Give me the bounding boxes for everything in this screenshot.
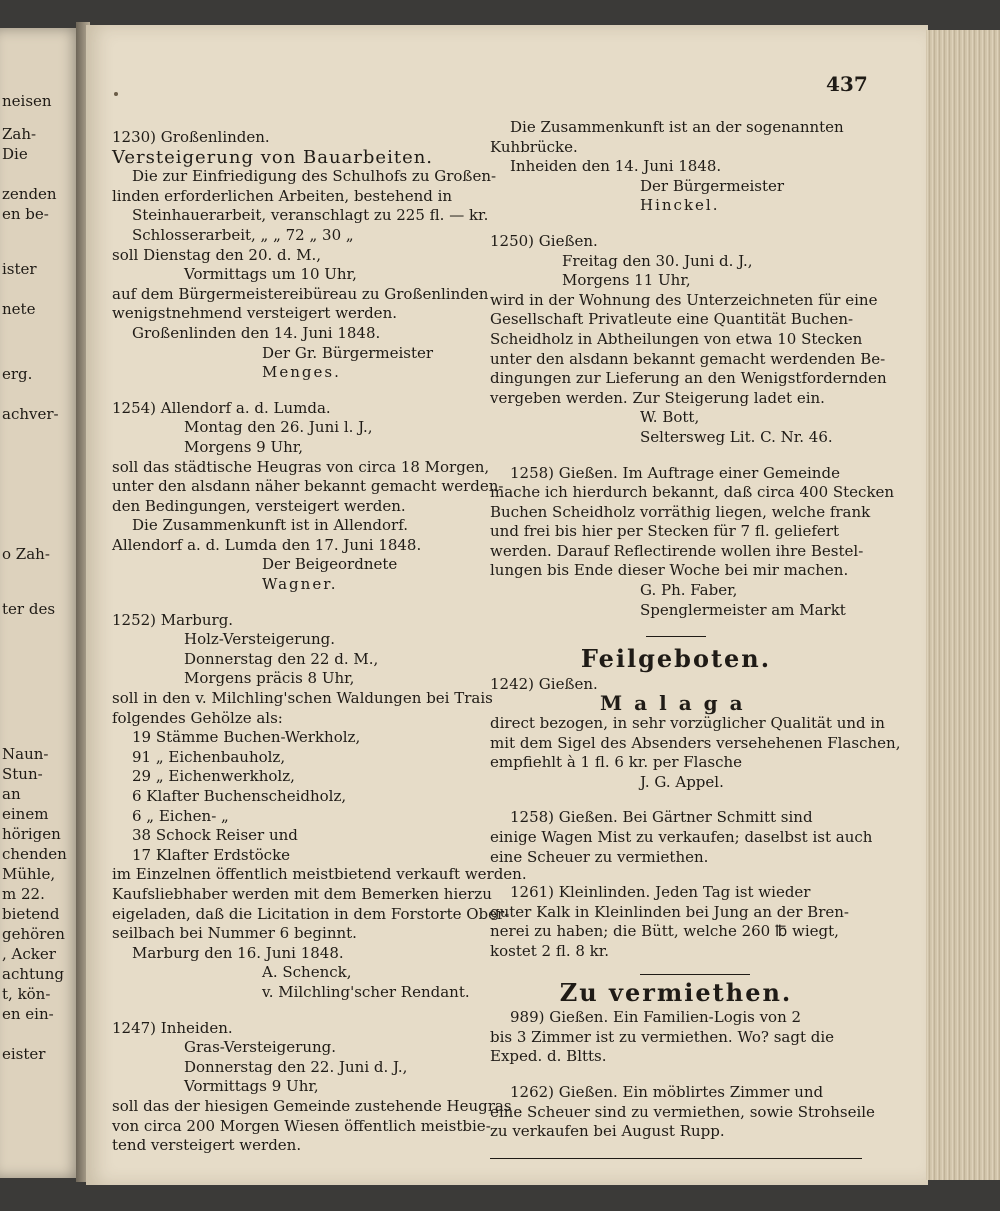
left-page-fragment: , Acker: [2, 945, 56, 963]
left-page-fragment: zenden: [2, 185, 57, 203]
ad-1247: [112, 1018, 512, 1156]
ad-1230-line: Der Gr. Bürgermeister: [262, 343, 434, 362]
left-page-fragment: Naun-: [2, 745, 49, 763]
ad-1254-line: Morgens 9 Uhr,: [184, 437, 304, 456]
ad-1230-line: Schlosserarbeit, „ „ 72 „ 30 „: [132, 225, 354, 244]
left-column: [112, 128, 527, 1172]
ad-1261: [490, 883, 862, 961]
left-page-fragment: chenden: [2, 845, 67, 863]
ad-1230-line: Steinhauerarbeit, veranschlagt zu 225 fl. — kr.: [132, 206, 489, 225]
left-page-fragment: an: [2, 785, 21, 803]
ad-989-line: 989) Gießen. Ein Familien-Logis von 2: [510, 1008, 802, 1027]
left-page-fragment: achver-: [2, 405, 59, 423]
ad-1254-line: Allendorf a. d. Lumda den 17. Juni 1848.: [112, 535, 422, 554]
section-divider: [640, 974, 750, 975]
ad-1252-line: 29 „ Eichenwerkholz,: [132, 767, 295, 786]
ad-1230-line: 1230) Großenlinden.: [112, 128, 270, 146]
ad-1252-line: soll in den v. Milchling'schen Waldungen bei Trais: [112, 689, 493, 708]
left-page-fragment: Die: [2, 145, 28, 163]
ad-cont-line: Kuhbrücke.: [490, 137, 578, 156]
ad-1252-line: im Einzelnen öffentlich meistbietend verkauft werden.: [112, 865, 527, 884]
ad-1252-line: 91 „ Eichenbauholz,: [132, 747, 286, 766]
left-page-fragment: Mühle,: [2, 865, 56, 883]
ad-1230-line: Die zur Einfriedigung des Schulhofs zu Großen-: [132, 167, 497, 186]
left-page-fragment: m 22.: [2, 885, 45, 903]
ad-1230-line: Vormittags um 10 Uhr,: [184, 265, 357, 284]
ad-1258b-line: eine Scheuer zu vermiethen.: [490, 847, 709, 866]
ad-cont-line: Die Zusammenkunft ist an der sogenannten: [510, 118, 844, 136]
ad-1247-line: Gras-Versteigerung.: [184, 1038, 337, 1057]
ad-1230-line: linden erforderlichen Arbeiten, bestehend in: [112, 186, 453, 205]
section-divider: [646, 636, 706, 637]
ad-1252-line: Morgens präcis 8 Uhr,: [184, 669, 355, 688]
left-page-fragment: einem: [2, 805, 49, 823]
ad-1247-line: Vormittags 9 Uhr,: [184, 1077, 319, 1096]
left-page-fragment: en be-: [2, 205, 49, 223]
ad-1252-line: A. Schenck,: [262, 963, 352, 982]
ad-1242: [490, 674, 901, 793]
ad-1230-line: auf dem Bürgermeistereibüreau zu Großenlinden: [112, 284, 489, 303]
right-column-top: [490, 118, 895, 620]
ad-1252-line: seilbach bei Nummer 6 beginnt.: [112, 924, 357, 943]
ad-1242-product: Malaga: [600, 691, 755, 716]
ad-1247-line: soll das der hiesigen Gemeinde zustehende Heugras: [112, 1096, 512, 1115]
left-page-fragment: gehören: [2, 925, 65, 943]
ad-1254-line: 1254) Allendorf a. d. Lumda.: [112, 398, 331, 417]
left-page-fragment: o Zah-: [2, 545, 50, 563]
left-page-fragment: t, kön-: [2, 985, 51, 1003]
left-page-fragment: en ein-: [2, 1005, 54, 1023]
ad-1261-line: guter Kalk in Kleinlinden bei Jung an der Bren-: [490, 902, 849, 921]
ad-1262-line: zu verkaufen bei August Rupp.: [490, 1122, 725, 1141]
ad-1254-line: Montag den 26. Juni l. J.,: [184, 418, 373, 437]
ad-1261-line: kostet 2 fl. 8 kr.: [490, 941, 610, 960]
section-title-feilgeboten: Feilgeboten.: [580, 644, 772, 674]
ad-1258a-line: und frei bis hier per Stecken für 7 fl. geliefert: [490, 522, 839, 541]
ad-1254-line: Wagner.: [262, 575, 338, 594]
ad-1230-line: wenigstnehmend versteigert werden.: [112, 304, 397, 323]
ad-1254: [112, 398, 504, 595]
left-page-fragment: eister: [2, 1045, 46, 1063]
section-title-vermiethen: Zu vermiethen.: [559, 977, 793, 1007]
ad-1230-line: Großenlinden den 14. Juni 1848.: [132, 323, 381, 342]
ad-1258a-line: mache ich hierdurch bekannt, daß circa 400 Stecken: [490, 483, 895, 502]
ad-1250-line: unter den alsdann bekannt gemacht werdenden Be-: [490, 349, 886, 368]
ad-1252-line: 6 Klafter Buchenscheidholz,: [132, 787, 347, 805]
ad-1252-line: Kaufsliebhaber werden mit dem Bemerken hierzu: [112, 884, 492, 903]
ad-1252: [112, 610, 527, 1003]
ad-1252-line: 17 Klafter Erdstöcke: [132, 845, 291, 864]
ad-1242-line: mit dem Sigel des Absenders versehehenen Flaschen,: [490, 733, 901, 752]
ad-1242-line: J. G. Appel.: [640, 772, 724, 791]
ad-1247-line: Donnerstag den 22. Juni d. J.,: [184, 1057, 408, 1076]
ink-spot: [114, 92, 118, 96]
ad-1250-line: 1250) Gießen.: [490, 231, 598, 250]
ad-1252-line: eigeladen, daß die Licitation in dem Forstorte Ober-: [112, 904, 510, 923]
ad-1254-line: soll das städtische Heugras von circa 18 Morgen,: [112, 457, 490, 476]
ad-cont: [490, 118, 862, 216]
ad-1258b-line: 1258) Gießen. Bei Gärtner Schmitt sind: [510, 808, 813, 827]
ad-1252-line: Donnerstag den 22 d. M.,: [184, 649, 379, 668]
ad-1254-line: unter den alsdann näher bekannt gemacht werden-: [112, 477, 504, 496]
left-page-fragment: achtung: [2, 965, 64, 983]
left-page-fragment: neisen: [2, 92, 52, 110]
ad-989: [490, 1008, 862, 1067]
ad-cont-line: Hinckel.: [640, 196, 720, 215]
ad-1230: [112, 128, 497, 383]
ad-1250-line: Scheidholz in Abtheilungen von etwa 10 Stecken: [490, 329, 863, 348]
right-column-mid: [490, 808, 873, 961]
ad-1261-line: nerei zu haben; die Bütt, welche 260 ℔ wiegt,: [490, 922, 839, 941]
ad-1252-line: 38 Schock Reiser und: [132, 826, 298, 845]
ad-1252-line: folgendes Gehölze als:: [112, 708, 283, 727]
left-page-fragment: ister: [2, 260, 37, 278]
ad-1250-line: Freitag den 30. Juni d. J.,: [562, 251, 753, 270]
ad-1242-body: [490, 714, 901, 792]
ad-1258a: [490, 463, 895, 621]
ad-cont-line: Der Bürgermeister: [640, 176, 785, 195]
ad-1250-line: dingungen zur Lieferung an den Wenigstfordernden: [490, 369, 887, 388]
left-page-fragment: ter des: [2, 600, 56, 618]
ad-1242-head: 1242) Gießen.: [490, 674, 598, 693]
ad-989-line: bis 3 Zimmer ist zu vermiethen. Wo? sagt die: [490, 1027, 835, 1046]
ad-1250-line: vergeben werden. Zur Steigerung ladet ein.: [490, 388, 825, 407]
ad-1250-line: wird in der Wohnung des Unterzeichneten für eine: [490, 290, 878, 309]
ad-1262-line: eine Scheuer sind zu vermiethen, sowie Strohseile: [490, 1102, 875, 1121]
ad-1252-line: Marburg den 16. Juni 1848.: [132, 943, 344, 962]
right-column: [490, 118, 901, 1171]
ad-1247-line: tend versteigert werden.: [112, 1136, 302, 1155]
ad-1250-line: Gesellschaft Privatleute eine Quantität Buchen-: [490, 310, 854, 329]
ad-1254-line: den Bedingungen, versteigert werden.: [112, 496, 406, 515]
left-page-fragment: Zah-: [2, 125, 37, 143]
ad-1258a-line: 1258) Gießen. Im Auftrage einer Gemeinde: [510, 463, 840, 482]
left-page-fragment: hörigen: [2, 825, 61, 843]
ad-1252-line: 1252) Marburg.: [112, 610, 234, 629]
ad-cont-line: Inheiden den 14. Juni 1848.: [510, 157, 722, 176]
right-column-bottom: [490, 1008, 875, 1142]
ad-1254-line: Die Zusammenkunft ist in Allendorf.: [132, 516, 409, 535]
ad-1252-line: v. Milchling'scher Rendant.: [262, 982, 470, 1001]
ad-1242-line: direct bezogen, in sehr vorzüglicher Qualität und in: [490, 714, 885, 733]
ad-1258a-line: Spenglermeister am Markt: [640, 600, 846, 619]
ad-1252-line: 6 „ Eichen- „: [132, 806, 229, 825]
ad-1258a-line: werden. Darauf Reflectirende wollen ihre Bestel-: [490, 541, 864, 560]
ad-989-line: Exped. d. Bltts.: [490, 1047, 607, 1066]
ad-1262: [490, 1082, 875, 1142]
page-edges: [926, 30, 1000, 1180]
left-page-fragment: nete: [2, 300, 36, 318]
left-page-fragment: bietend: [2, 905, 60, 923]
left-page-fragment: Stun-: [2, 765, 43, 783]
ad-1250-line: Seltersweg Lit. C. Nr. 46.: [640, 427, 833, 446]
ad-1258a-line: lungen bis Ende dieser Woche bei mir machen.: [490, 561, 849, 580]
ad-1242-line: empfiehlt à 1 fl. 6 kr. per Flasche: [490, 753, 743, 772]
ad-1252-line: 19 Stämme Buchen-Werkholz,: [132, 728, 361, 747]
ad-1230-line: Menges.: [262, 363, 341, 382]
ad-1250-line: Morgens 11 Uhr,: [562, 271, 691, 290]
ad-1247-line: 1247) Inheiden.: [112, 1018, 233, 1037]
bottom-rule: [490, 1158, 862, 1159]
ad-1230-line: soll Dienstag den 20. d. M.,: [112, 245, 322, 264]
ad-1262-line: 1262) Gießen. Ein möblirtes Zimmer und: [510, 1082, 824, 1101]
ad-1252-line: Holz-Versteigerung.: [184, 630, 336, 649]
ad-1261-line: 1261) Kleinlinden. Jeden Tag ist wieder: [510, 883, 811, 902]
ad-1258a-line: Buchen Scheidholz vorräthig liegen, welche frank: [490, 502, 871, 521]
left-page-fragment: erg.: [2, 365, 33, 383]
ad-1258a-line: G. Ph. Faber,: [640, 581, 738, 600]
ad-1258b: [490, 808, 873, 867]
ad-1250-line: W. Bott,: [640, 408, 700, 427]
ad-1250: [490, 231, 887, 448]
page-number: 437: [826, 72, 868, 96]
ad-1247-line: von circa 200 Morgen Wiesen öffentlich meistbie-: [112, 1116, 491, 1135]
ad-1258b-line: einige Wagen Mist zu verkaufen; daselbst ist auch: [490, 828, 873, 846]
ad-1230-line: Versteigerung von Bauarbeiten.: [112, 146, 434, 168]
ad-1254-line: Der Beigeordnete: [262, 555, 398, 574]
left-page-edge: [0, 28, 82, 1178]
